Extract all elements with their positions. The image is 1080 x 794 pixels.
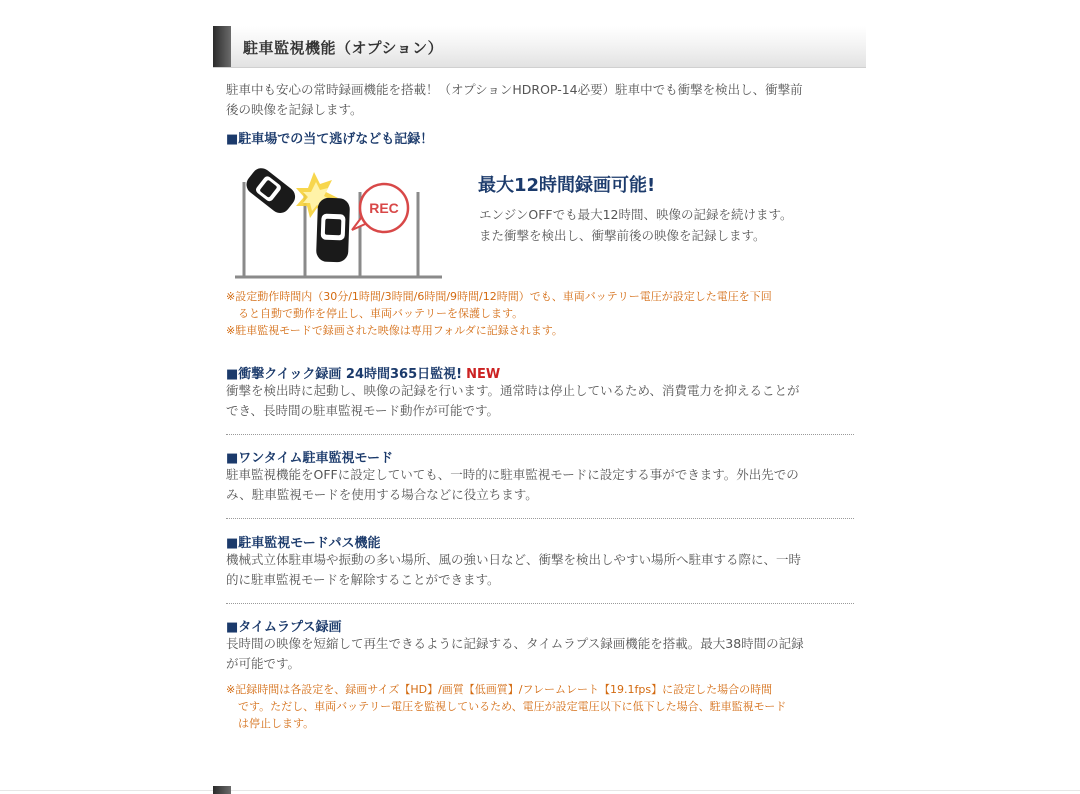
car-2-icon — [316, 197, 350, 262]
feature-heading-quick-record — [226, 363, 500, 382]
note-line-2: です。ただし、車両バッテリー電圧を監視しているため、電圧が設定電圧以下に低下した場合、駐車監視モード — [238, 700, 787, 713]
section-header — [213, 26, 866, 68]
car-1-icon — [242, 164, 299, 217]
divider — [226, 518, 854, 519]
feature-heading-one-time: ■ワンタイム駐車監視モード — [226, 451, 393, 466]
note-line-3: ※駐車監視モードで録画された映像は専用フォルダに記録されます。 — [226, 324, 563, 337]
divider — [226, 434, 854, 435]
feature-line: でき、長時間の駐車監視モード動作が可能です。 — [226, 403, 500, 418]
feature-text-bypass — [226, 550, 856, 590]
subheading-hit-and-run: ■駐車場での当て逃げなども記録！ — [226, 132, 434, 147]
feature-line: み、駐車監視モードを使用する場合などに役立ちます。 — [226, 487, 538, 502]
rec-bubble-icon — [352, 184, 408, 232]
note-line-1: ※設定動作時間内（30分/1時間/3時間/6時間/9時間/12時間）でも、車両バッテリー電圧が設定した電圧を下回 — [226, 290, 772, 303]
parking-collision-illustration — [230, 152, 445, 282]
intro-text — [226, 80, 856, 120]
feature-heading-bypass: ■駐車監視モードパス機能 — [226, 536, 381, 551]
bottom-divider — [0, 790, 1080, 791]
feature-line: 長時間の映像を短縮して再生できるように記録する、タイムラプス録画機能を搭載。最大38時間の記録 — [226, 636, 804, 651]
feature-line: 機械式立体駐車場や振動の多い場所、風の強い日など、衝撃を検出しやすい場所へ駐車する際に、一時 — [226, 552, 802, 567]
divider — [226, 603, 854, 604]
rec-label: REC — [369, 200, 399, 216]
new-badge: NEW — [466, 367, 501, 382]
intro-line-2: 後の映像を記録します。 — [226, 102, 363, 117]
header-accent-bar — [213, 26, 231, 67]
feature-text-timelapse — [226, 634, 856, 674]
feature-desc-line-1: エンジンOFFでも最大12時間、映像の記録を続けます。 — [479, 207, 793, 222]
feature-text-quick-record — [226, 381, 856, 421]
feature-text-one-time — [226, 465, 856, 505]
section-title: 駐車監視機能（オプション） — [243, 39, 444, 57]
feature-desc-line-2: また衝撃を検出し、衝撃前後の映像を記録します。 — [479, 228, 766, 243]
feature-description — [479, 204, 793, 246]
next-section-accent-bar — [213, 786, 231, 794]
feature-title: 最大12時間録画可能! — [478, 175, 656, 196]
feature-line: 駐車監視機能をOFFに設定していても、一時的に駐車監視モードに設定する事ができます。外出先での — [226, 467, 799, 482]
note-line-3: は停止します。 — [238, 717, 315, 730]
intro-line-1: 駐車中も安心の常時録画機能を搭載！（オプションHDROP-14必要）駐車中でも衝撃を検出し、衝撃前 — [226, 82, 803, 97]
notes-recording-time — [226, 681, 856, 732]
feature-line: が可能です。 — [226, 656, 301, 671]
note-line-2: ると自動で動作を停止し、車両バッテリーを保護します。 — [238, 307, 524, 320]
feature-heading-timelapse: ■タイムラプス録画 — [226, 620, 342, 635]
feature-line: 的に駐車監視モードを解除することができます。 — [226, 572, 500, 587]
note-line-1: ※記録時間は各設定を、録画サイズ【HD】/画質【低画質】/フレームレート【19.1fps】に設定した場合の時間 — [226, 683, 773, 696]
notes-battery — [226, 288, 856, 339]
feature-line: 衝撃を検出時に起動し、映像の記録を行います。通常時は停止しているため、消費電力を抑えることが — [226, 383, 800, 398]
feature-heading-text: ■衝撃クイック録画 24時間365日監視! — [226, 367, 463, 382]
